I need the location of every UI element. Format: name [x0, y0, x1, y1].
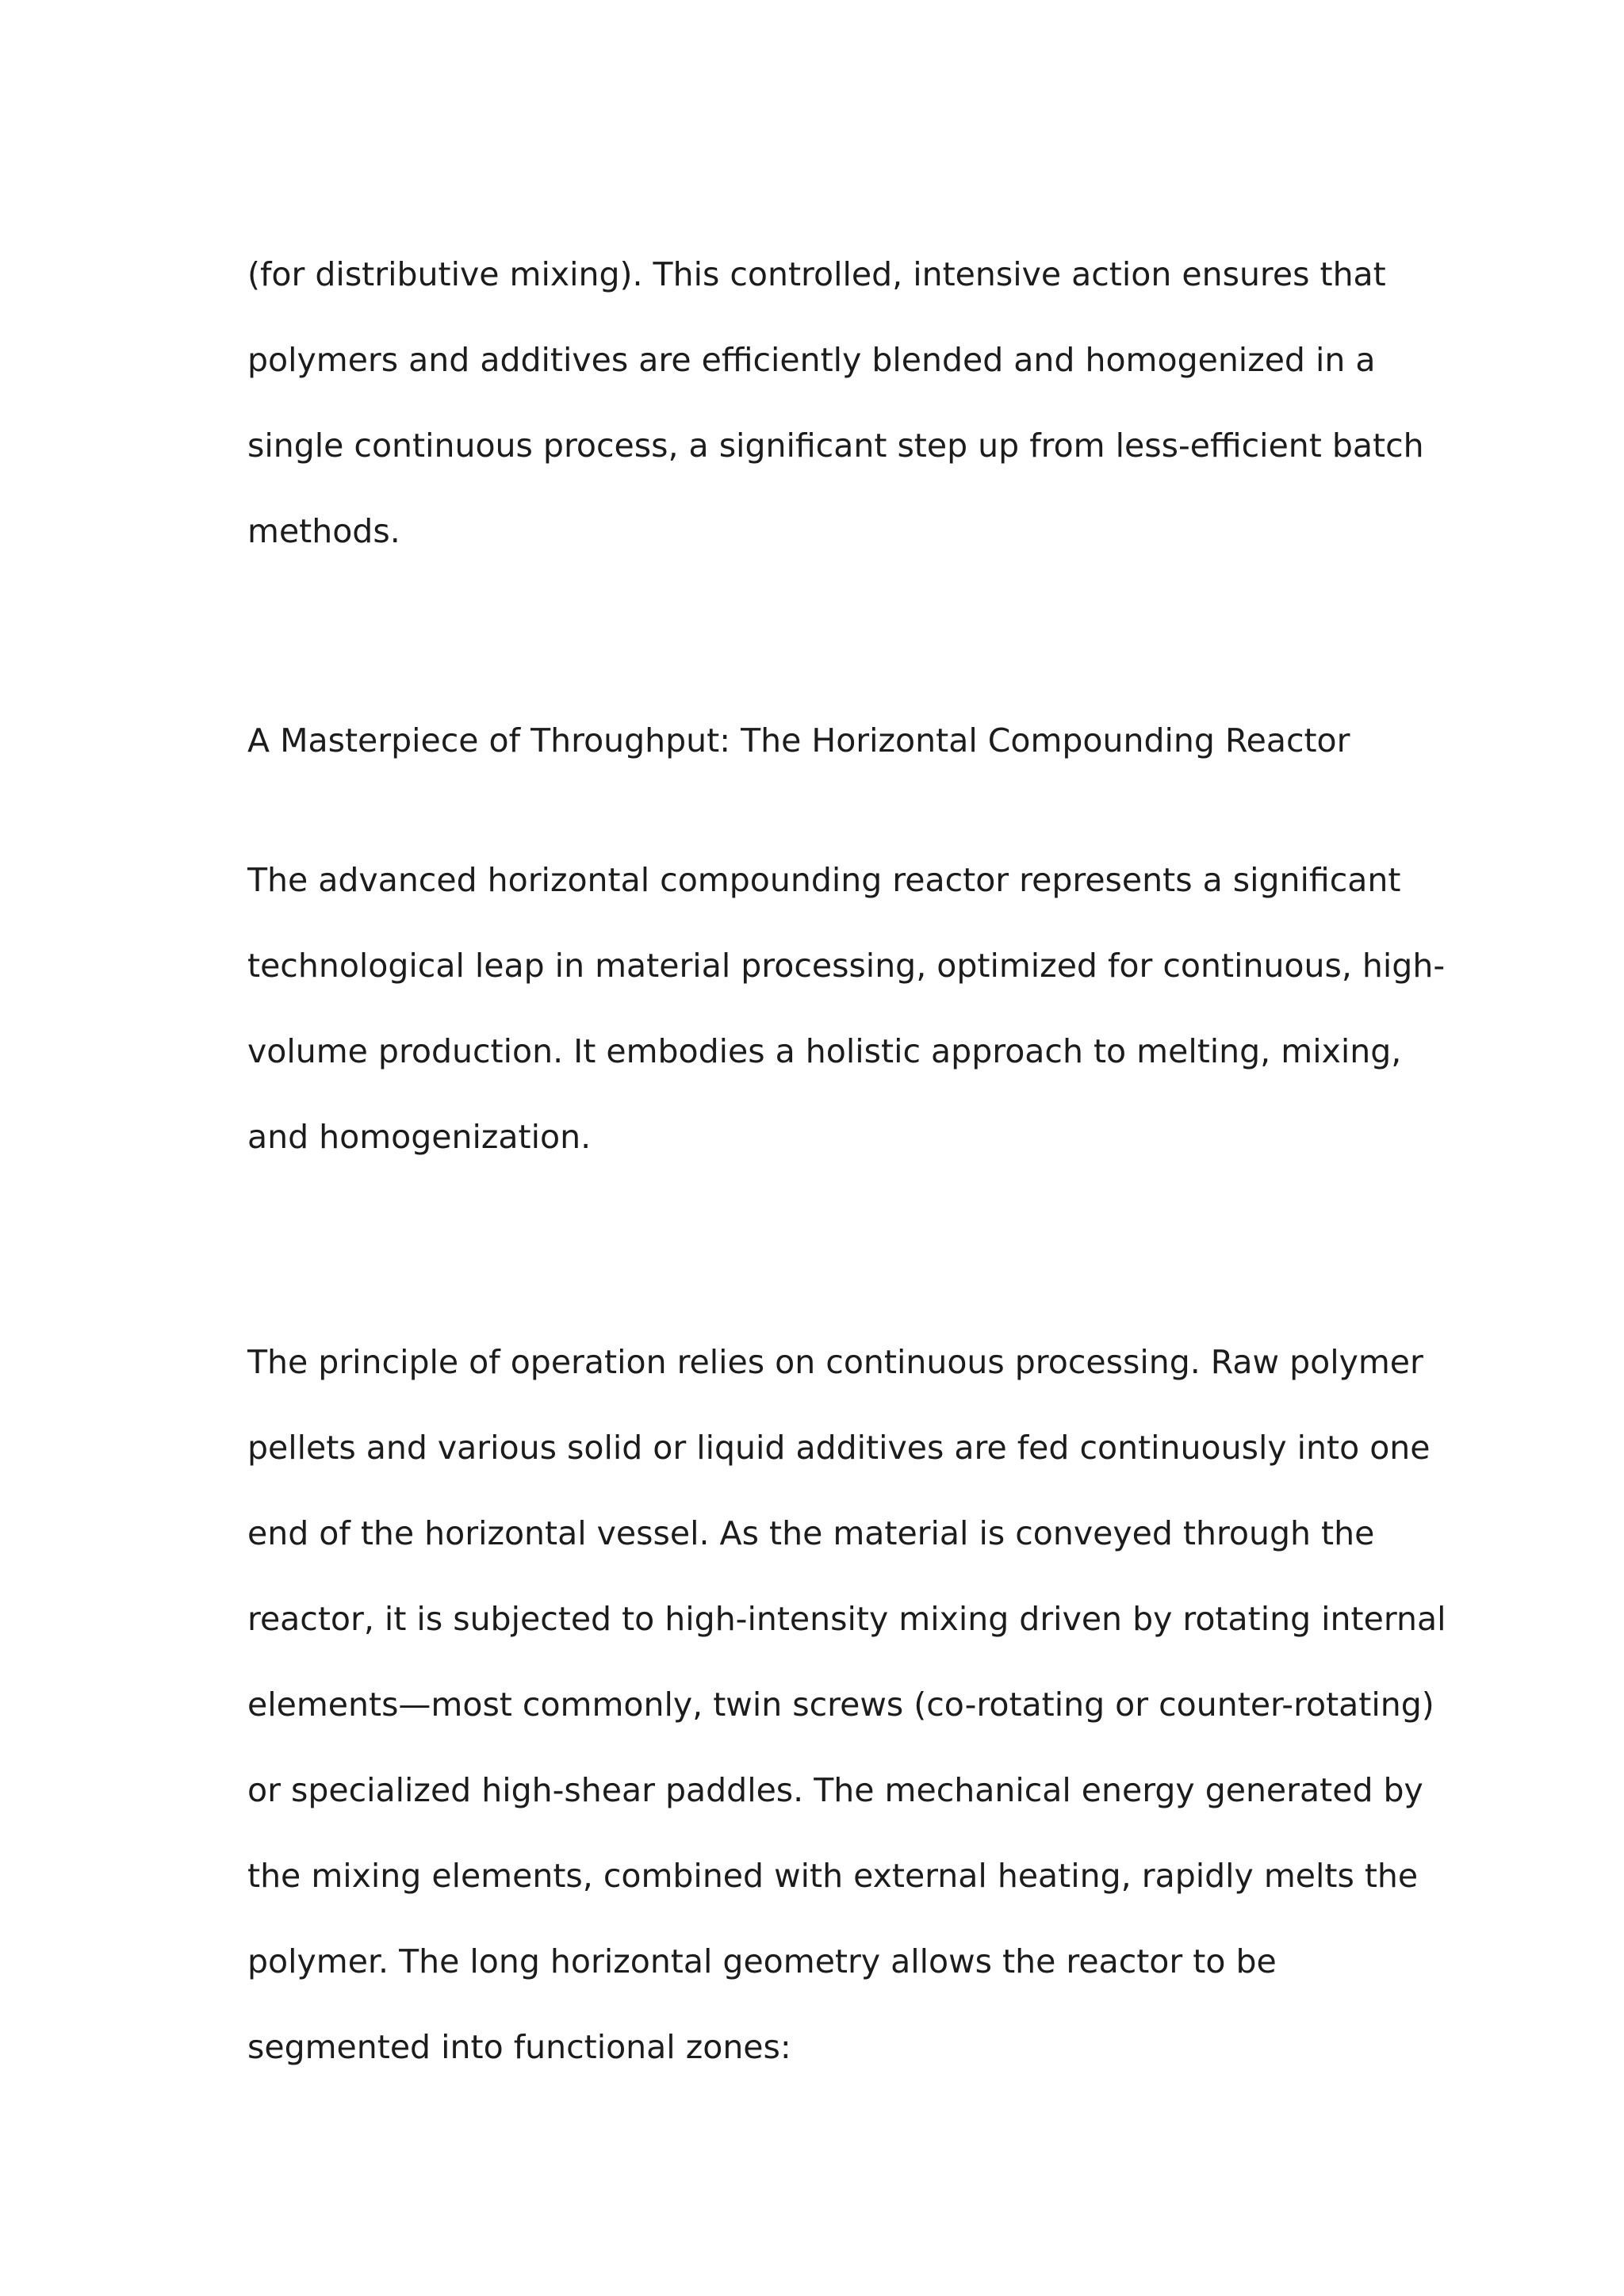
text-line: The advanced horizontal compounding reactor represents a significant [247, 861, 1401, 899]
text-line: polymers and additives are efficiently blended and homogenized in a [247, 341, 1376, 379]
text-line: segmented into functional zones: [247, 2028, 791, 2066]
paragraph-spacer [247, 783, 1405, 837]
paragraph-intro-continuation [247, 232, 1424, 574]
text-line: technological leap in material processing, optimized for continuous, high- [247, 947, 1446, 985]
text-line: single continuous process, a significant step up from less-efficient batch [247, 427, 1424, 465]
paragraph-spacer [247, 574, 1405, 698]
paragraph-reactor-overview [247, 837, 1446, 1180]
text-line: elements—most commonly, twin screws (co-rotating or counter-rotating) [247, 1686, 1434, 1724]
text-line: (for distributive mixing). This controlled, intensive action ensures that [247, 255, 1386, 293]
text-line: The principle of operation relies on continuous processing. Raw polymer [247, 1343, 1423, 1381]
text-line: end of the horizontal vessel. As the material is conveyed through the [247, 1514, 1375, 1552]
text-line: volume production. It embodies a holistic approach to melting, mixing, [247, 1032, 1402, 1070]
text-line: the mixing elements, combined with external heating, rapidly melts the [247, 1857, 1419, 1895]
document-body [247, 232, 1446, 2090]
text-line: or specialized high-shear paddles. The mechanical energy generated by [247, 1771, 1423, 1809]
paragraph-spacer [247, 1180, 1405, 1319]
text-line: polymer. The long horizontal geometry allows the reactor to be [247, 1942, 1277, 1980]
text-line: pellets and various solid or liquid additives are fed continuously into one [247, 1429, 1431, 1467]
text-line: reactor, it is subjected to high-intensity mixing driven by rotating internal [247, 1600, 1446, 1638]
text-line: and homogenization. [247, 1118, 592, 1156]
paragraph-principle-of-operation [247, 1319, 1446, 2090]
section-heading: A Masterpiece of Throughput: The Horizontal Compounding Reactor [247, 721, 1350, 760]
text-line: methods. [247, 512, 400, 550]
